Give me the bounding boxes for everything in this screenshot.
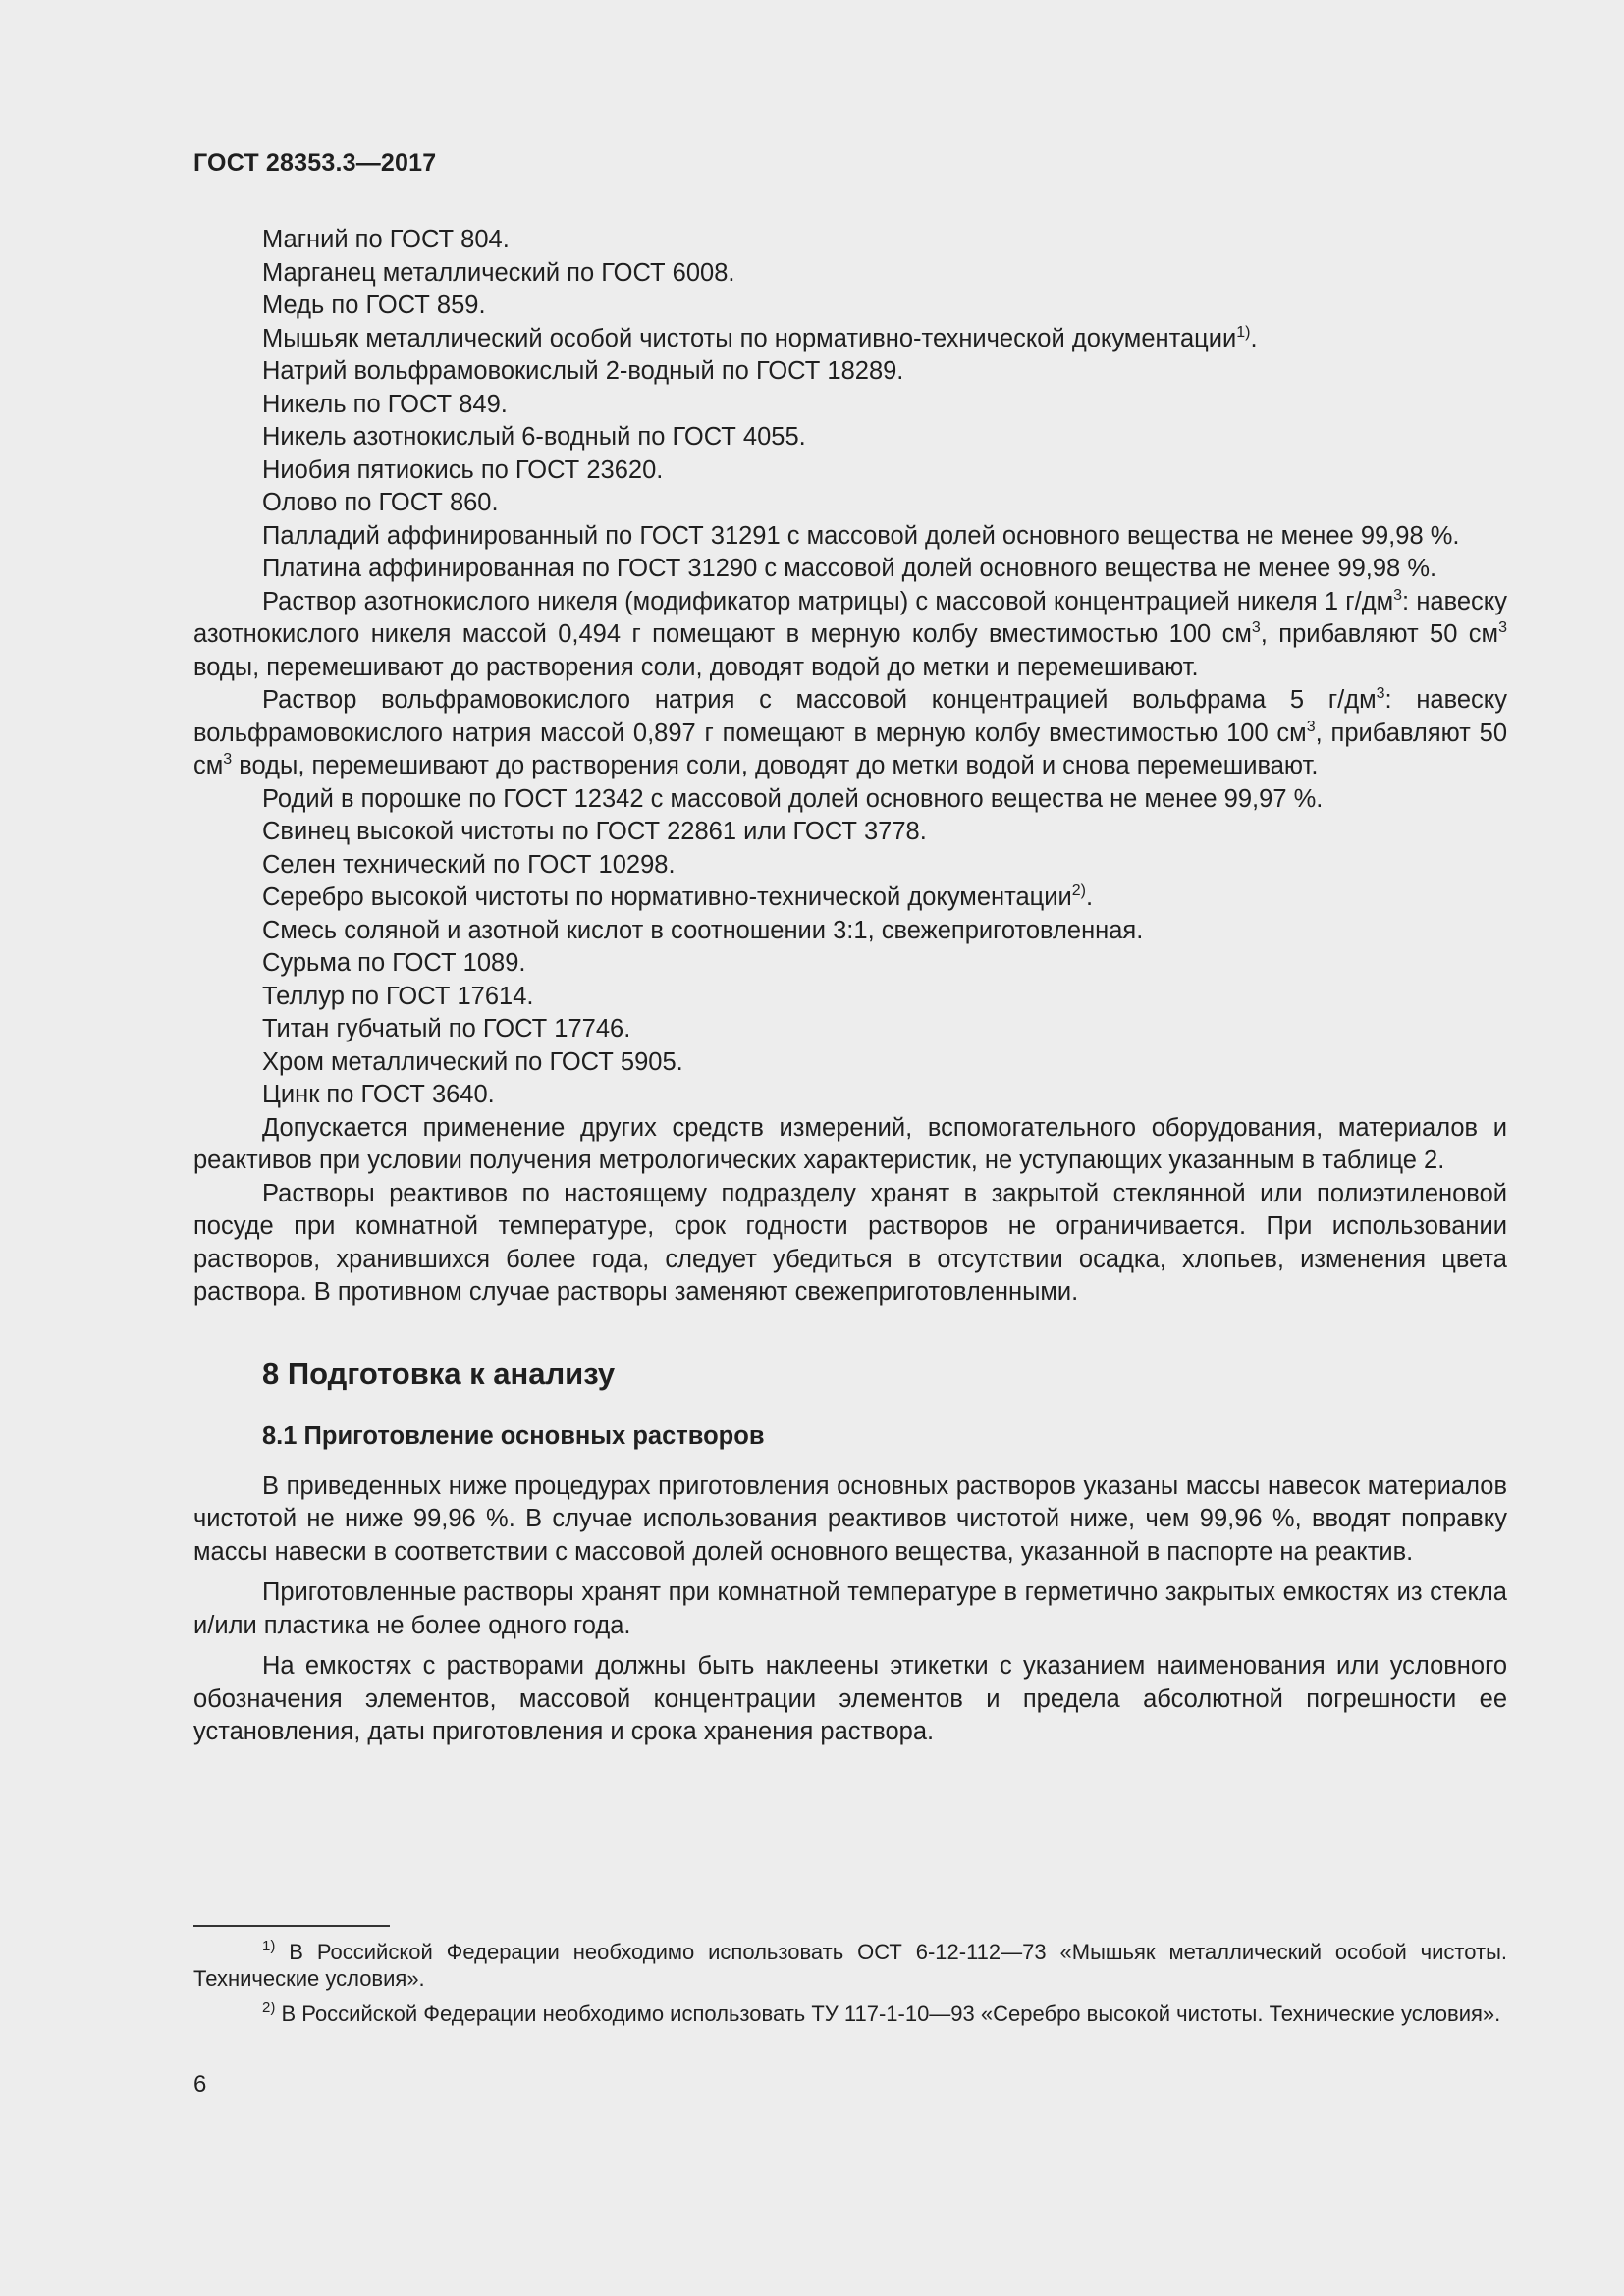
section-heading: 8 Подготовка к анализу (262, 1356, 616, 1391)
paragraph: Хром металлический по ГОСТ 5905. (262, 1047, 683, 1076)
page-number: 6 (193, 2071, 207, 2098)
paragraph: Теллур по ГОСТ 17614. (262, 982, 534, 1010)
paragraph: Титан губчатый по ГОСТ 17746. (262, 1015, 631, 1042)
footnote-mark: 1) (262, 1938, 276, 1954)
paragraph: Цинк по ГОСТ 3640. (262, 1081, 495, 1108)
paragraph: Смесь соляной и азотной кислот в соотношении 3:1, свежеприготовленная. (262, 916, 1144, 944)
paragraph: Никель по ГОСТ 849. (262, 390, 508, 418)
paragraph-tungsten-solution: Раствор вольфрамовокислого натрия с массовой концентрацией вольфрама 5 $г/дм^3$: навеску вольфрамовокислого натрия массой 0,897 г помещают в мерную колбу вместимостью 100 $см^3$, прибавляют 50 $см^3$ воды, перемешивают до растворения соли, доводят до метки водой и снова перемешивают. (193, 685, 1508, 779)
paragraph: Приготовленные растворы хранят при комнатной температуре в герметично закрытых емкостях из стекла и/или пластика не более одного года. (193, 1578, 1507, 1639)
paragraph: Мышьяк металлический особой чистоты по нормативно-технической документации$^{1)}$. (262, 323, 1258, 352)
document-body (193, 224, 1507, 1749)
subsection-heading: 8.1 Приготовление основных растворов (262, 1421, 765, 1450)
paragraph: Олово по ГОСТ 860. (262, 489, 499, 516)
paragraph: Магний по ГОСТ 804. (262, 226, 510, 253)
paragraph: В приведенных ниже процедурах приготовления основных растворов указаны массы навесок материалов чистотой не ниже 99,96 %. В случае использования реактивов чистотой ниже, чем 99,96 %, вводят поправку массы навески в соответствии с массовой долей основного вещества, указанной в паспорте на реактив. (193, 1471, 1507, 1566)
document-header: ГОСТ 28353.3—2017 (193, 149, 437, 177)
paragraph: Серебро высокой чистоты по нормативно-технической документации$^{2)}$. (262, 882, 1094, 911)
paragraph: Родий в порошке по ГОСТ 12342 с массовой долей основного вещества не менее 99,97 %. (262, 784, 1324, 813)
footnote: $^{1)}$ В Российской Федерации необходимо использовать ОСТ 6-12-112—73 «Мышьяк металлический особой чистоты. Технические условия». (193, 1938, 1507, 1991)
footnote-divider (193, 1925, 390, 1927)
paragraph: На емкостях с растворами должны быть наклеены этикетки с указанием наименования или условного обозначения элементов, массовой концентрации элементов и предела абсолютной погрешности ее установления, даты приготовления и срока хранения раствора. (193, 1652, 1507, 1745)
paragraph-nickel-solution: Раствор азотнокислого никеля (модификатор матрицы) с массовой концентрацией никеля 1 $г/дм^3$: навеску азотнокислого никеля массой 0,494 г помещают в мерную колбу вместимостью 100 $см^3$, прибавляют 50 $см^3$ воды, перемешивают до растворения соли, доводят водой до метки и перемешивают. (193, 586, 1507, 681)
paragraph: Свинец высокой чистоты по ГОСТ 22861 или ГОСТ 3778. (262, 818, 927, 845)
footnote-mark: 2) (262, 2000, 276, 2016)
footnote: $^{2)}$ В Российской Федерации необходимо использовать ТУ 117-1-10—93 «Серебро высокой чистоты. Технические условия». (262, 2000, 1501, 2026)
paragraph: Ниобия пятиокись по ГОСТ 23620. (262, 455, 664, 484)
paragraph: Сурьма по ГОСТ 1089. (262, 949, 526, 977)
footnote-ref: 2) (1071, 882, 1086, 899)
paragraph: Растворы реактивов по настоящему подразделу хранят в закрытой стеклянной или полиэтиленовой посуде при комнатной температуре, срок годности растворов не ограничивается. При использовании растворов, хранившихся более года, следует убедиться в отсутствии осадка, хлопьев, изменения цвета раствора. В противном случае растворы заменяют свежеприготовленными. (193, 1179, 1507, 1306)
paragraph: Допускается применение других средств измерений, вспомогательного оборудования, материалов и реактивов при условии получения метрологических характеристик, не уступающих указанным в таблице 2. (193, 1113, 1507, 1174)
paragraph: Медь по ГОСТ 859. (262, 292, 486, 319)
paragraph: Натрий вольфрамовокислый 2-водный по ГОСТ 18289. (262, 357, 904, 385)
paragraph: Палладий аффинированный по ГОСТ 31291 с массовой долей основного вещества не менее 99,98 %. (262, 521, 1460, 550)
footnotes (193, 1939, 1507, 2036)
paragraph: Марганец металлический по ГОСТ 6008. (262, 258, 735, 287)
paragraph: Никель азотнокислый 6-водный по ГОСТ 4055. (262, 423, 806, 451)
footnote-ref: 1) (1236, 323, 1251, 341)
paragraph: Селен технический по ГОСТ 10298. (262, 850, 676, 879)
paragraph: Платина аффинированная по ГОСТ 31290 с массовой долей основного вещества не менее 99,98 %. (262, 555, 1437, 582)
